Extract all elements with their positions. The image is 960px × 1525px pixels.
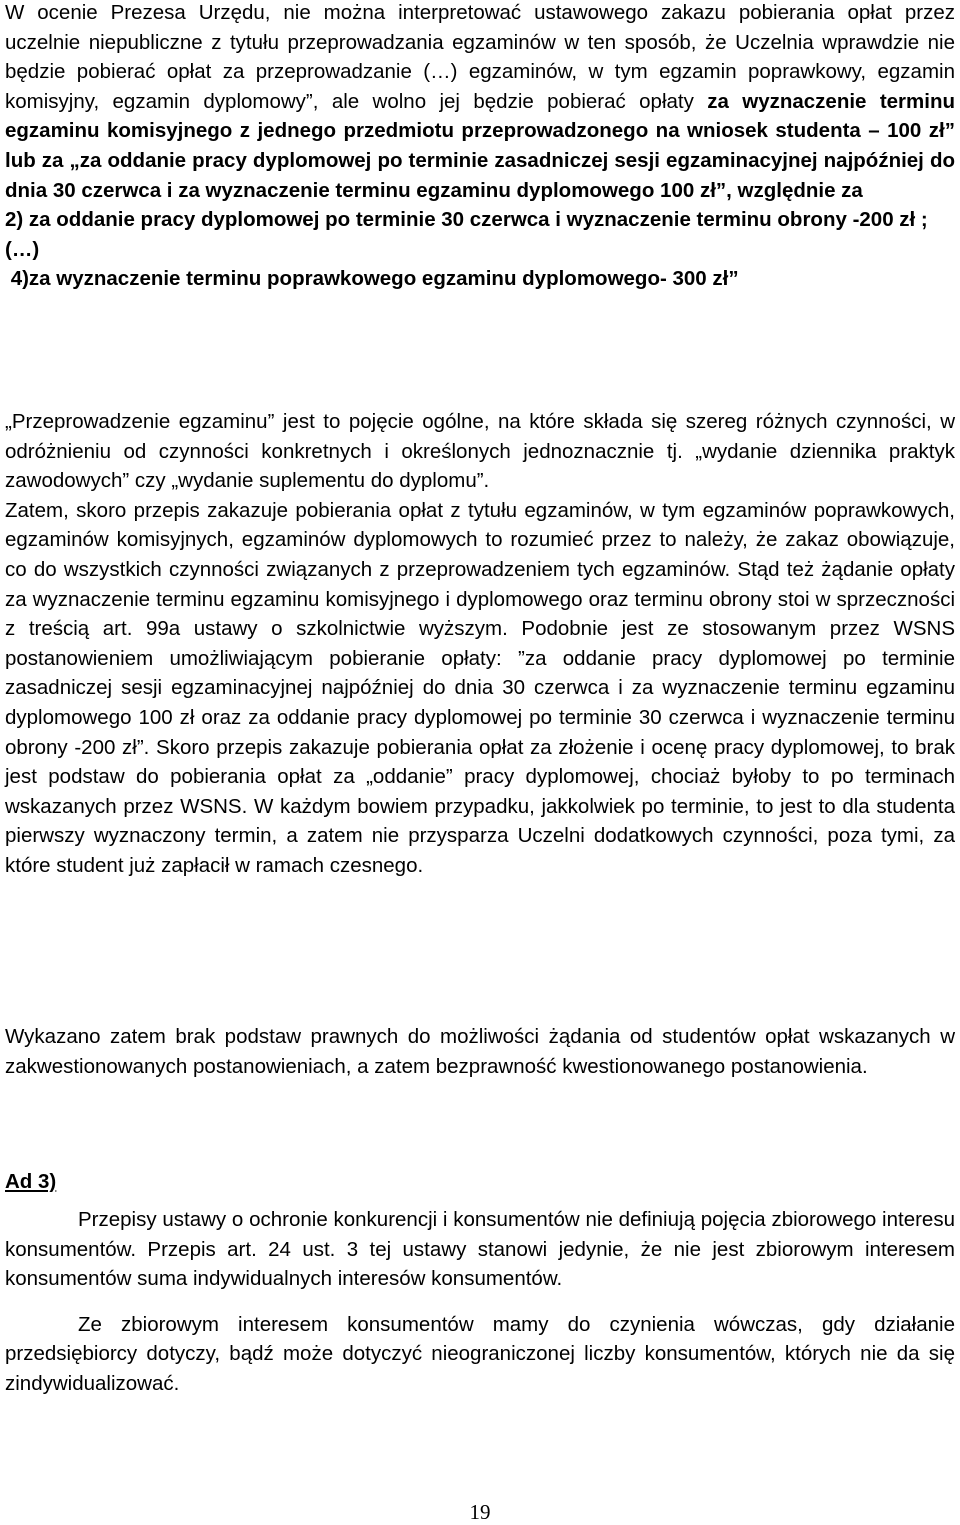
fee-item-4: 4)za wyznaczenie terminu poprawkowego egzaminu dyplomowego- 300 zł” <box>5 267 739 291</box>
paragraph-collective-interest-2: Ze zbiorowym interesem konsumentów mamy do czynienia wówczas, gdy działanie przedsiębiorcy dotyczy, bądź może dotyczyć nieograniczonej liczby konsumentów, których nie da się zindywidualizować. <box>5 1312 955 1395</box>
bold-fee-clause: za wyznaczenie terminu egzaminu komisyjnego z jednego przedmiotu przeprowadzonego na wniosek studenta – 100 zł” lub za „za oddanie pracy dyplomowej po terminie zasadniczej sesji egzaminacyjnej najpóźniej do dnia 30 czerwca i za wyznaczenie terminu egzaminu dyplomowego 100 zł”, względnie za <box>5 89 955 202</box>
conclusion-block <box>5 1022 955 1081</box>
section-heading: Ad 3) <box>5 1170 57 1193</box>
page-number: 19 <box>469 1500 491 1524</box>
paragraph-exam-definition: „Przeprowadzenie egzaminu” jest to pojęcie ogólne, na które składa się szereg różnych czynności, w odróżnieniu od czynności konkretnych i określonych jednoznacznie tj. „wydanie dziennika praktyk zawodowych” czy „wydanie suplementu do dyplomu”. <box>5 410 955 493</box>
paragraph-office-opinion <box>5 0 955 205</box>
paragraph-collective-interest: Przepisy ustawy o ochronie konkurencji i konsumentów nie definiują pojęcia zbiorowego interesu konsumentów. Przepis art. 24 ust. 3 tej ustawy stanowi jedynie, że nie jest zbiorowym interesem konsumentów suma indywidualnych interesów konsumentów. <box>5 1208 955 1291</box>
quoted-fees-block <box>5 0 955 294</box>
paragraph-text: W ocenie Prezesa Urzędu, nie można interpretować ustawowego zakazu pobierania opłat przez uczelnie niepubliczne z tytułu przeprowadzania egzaminów w ten sposób, że Uczelnia wprawdzie nie będzie pobierać opłat za przeprowadzanie (…) egzaminów, w tym egzamin poprawkowy, egzamin komisyjny, egzamin dyplomowy”, ale wolno jej będzie pobierać opłaty <box>5 1 955 113</box>
ellipsis: (…) <box>5 237 40 261</box>
section-ad3-block <box>5 1205 955 1399</box>
paragraph-prohibition: Zatem, skoro przepis zakazuje pobierania opłat z tytułu egzaminów, w tym egzaminów poprawkowych, egzaminów komisyjnych, egzaminów dyplomowych to rozumieć przez to należy, że zakaz obowiązuje, co do wszystkich czynności związanych z przeprowadzeniem tych egzaminów. Stąd też żądanie opłaty za wyznaczenie terminu egzaminu komisyjnego i dyplomowego oraz terminu obrony stoi w sprzeczności z treścią art. 99a ustawy o szkolnictwie wyższym. Podobnie jest ze stosowanym przez WSNS postanowieniem umożliwiającym pobieranie opłaty: ”za oddanie pracy dyplomowej po terminie zasadniczej sesji egzaminacyjnej najpóźniej do dnia 30 czerwca i za wyznaczenie terminu egzaminu dyplomowego 100 zł oraz za oddanie pracy dyplomowej po terminie 30 czerwca i wyznaczenie terminu obrony -200 zł”. Skoro przepis zakazuje pobierania opłat za złożenie i ocenę pracy dyplomowej, to brak jest podstaw do pobierania opłat za „oddanie” pracy dyplomowej, chociaż byłoby to po terminach wskazanych przez WSNS. W każdym bowiem przypadku, jakkolwiek po terminie, to jest to dla studenta pierwszy wyznaczony termin, a zatem nie przysparza Uczelni dodatkowych czynności, poza tymi, za które student już zapłacił w ramach czesnego. <box>5 498 955 877</box>
fee-item-2: 2) za oddanie pracy dyplomowej po terminie 30 czerwca i wyznaczenie terminu obrony -200 zł ; <box>5 208 928 232</box>
paragraph-conclusion: Wykazano zatem brak podstaw prawnych do możliwości żądania od studentów opłat wskazanych w zakwestionowanych postanowieniach, a zatem bezprawność kwestionowanego postanowienia. <box>5 1025 955 1078</box>
argument-block <box>5 407 955 881</box>
